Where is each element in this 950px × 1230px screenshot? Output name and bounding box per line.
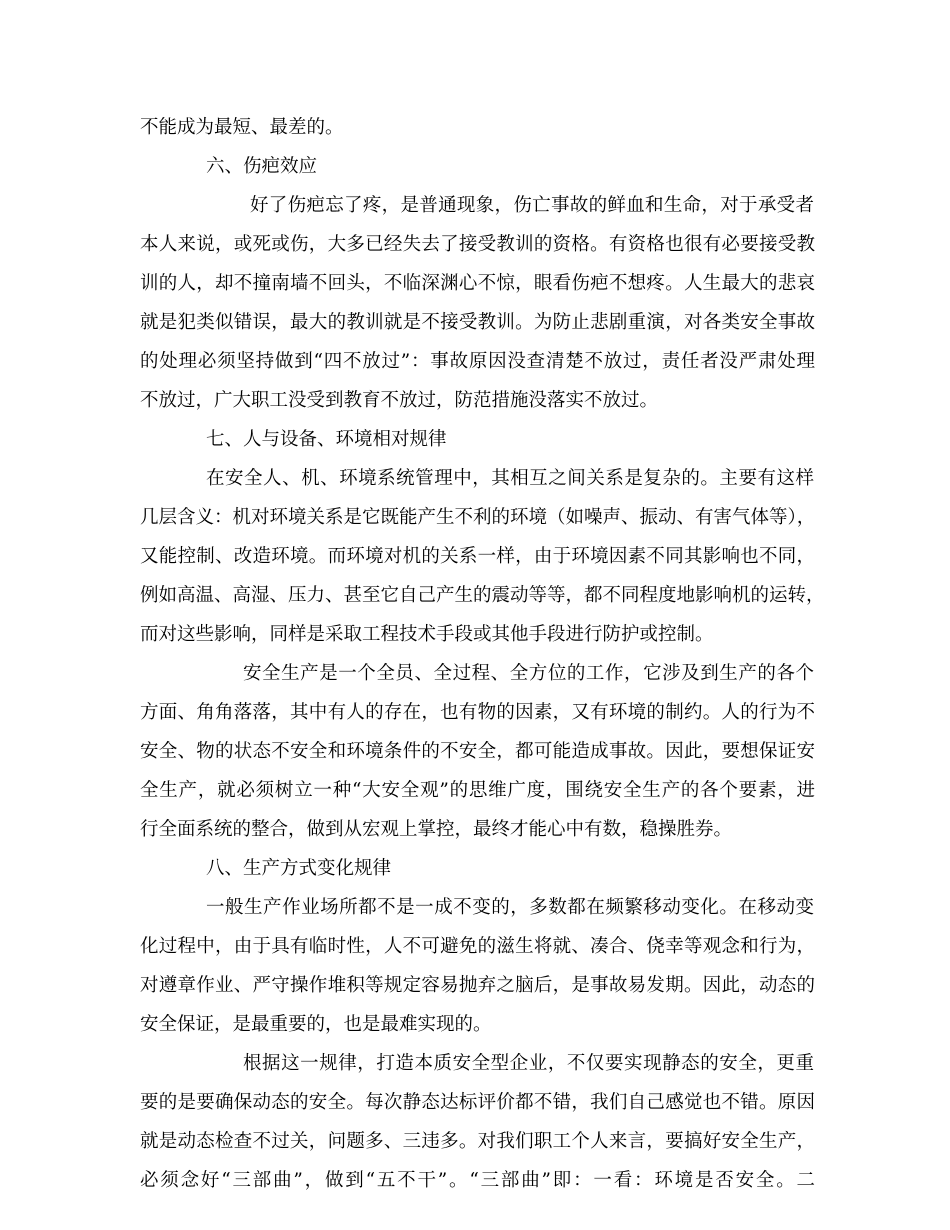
text-line: 不能成为最短、最差的。: [140, 117, 344, 138]
text-line: 安全保证，是最重要的，也是最难实现的。: [140, 1014, 492, 1035]
text-line: 在安全人、机、环境系统管理中，其相互之间关系是复杂的。主要有这样: [206, 468, 814, 489]
text-line: 就是动态检查不过关，问题多、三违多。对我们职工个人来言，要搞好安全生产，: [140, 1131, 815, 1152]
text-line: 行全面系统的整合，做到从宏观上掌控，最终才能心中有数，稳操胜券。: [140, 819, 733, 840]
text-line: 要的是要确保动态的安全。每次静态达标评价都不错，我们自己感觉也不错。原因: [140, 1092, 815, 1113]
text-line: 训的人，却不撞南墙不回头，不临深渊心不惊，眼看伤疤不想疼。人生最大的悲哀: [140, 273, 815, 294]
section-heading: 八、生产方式变化规律: [206, 858, 392, 879]
text-line: 对遵章作业、严守操作堆积等规定容易抛弃之脑后，是事故易发期。因此，动态的: [140, 975, 815, 996]
section-heading: 七、人与设备、环境相对规律: [206, 429, 447, 450]
text-line: 而对这些影响，同样是采取工程技术手段或其他手段进行防护或控制。: [140, 624, 714, 645]
text-line: 一般生产作业场所都不是一成不变的，多数都在频繁移动变化。在移动变: [206, 897, 814, 918]
text-line: 全生产，就必须树立一种“大安全观”的思维广度，围绕安全生产的各个要素，进: [140, 780, 815, 801]
text-line: 几层含义：机对环境关系是它既能产生不利的环境（如噪声、振动、有害气体等），: [140, 507, 816, 528]
text-line: 又能控制、改造环境。而环境对机的关系一样，由于环境因素不同其影响也不同，: [140, 546, 815, 567]
text-line: 好了伤疤忘了疼，是普通现象，伤亡事故的鲜血和生命，对于承受者: [250, 195, 814, 216]
text-line: 就是犯类似错误，最大的教训就是不接受教训。为防止悲剧重演，对各类安全事故: [140, 312, 815, 333]
text-line: 根据这一规律，打造本质安全型企业，不仅要实现静态的安全，更重: [243, 1053, 814, 1074]
text-line: 安全生产是一个全员、全过程、全方位的工作，它涉及到生产的各个: [243, 663, 814, 684]
text-line: 的处理必须坚持做到“四不放过”：事故原因没查清楚不放过，责任者没严肃处理: [140, 351, 815, 372]
text-line: 本人来说，或死或伤，大多已经失去了接受教训的资格。有资格也很有必要接受教: [140, 234, 815, 255]
text-line: 化过程中，由于具有临时性，人不可避免的滋生将就、凑合、侥幸等观念和行为，: [140, 936, 815, 957]
text-line: 安全、物的状态不安全和环境条件的不安全，都可能造成事故。因此，要想保证安: [140, 741, 815, 762]
text-line: 例如高温、高湿、压力、甚至它自己产生的震动等等，都不同程度地影响机的运转，: [140, 585, 825, 606]
text-line: 必须念好“三部曲”，做到“五不干”。“三部曲”即：一看：环境是否安全。二: [140, 1170, 815, 1191]
section-heading: 六、伤疤效应: [206, 156, 318, 177]
text-line: 不放过，广大职工没受到教育不放过，防范措施没落实不放过。: [140, 390, 659, 411]
text-line: 方面、角角落落，其中有人的存在，也有物的因素，又有环境的制约。人的行为不: [140, 702, 815, 723]
